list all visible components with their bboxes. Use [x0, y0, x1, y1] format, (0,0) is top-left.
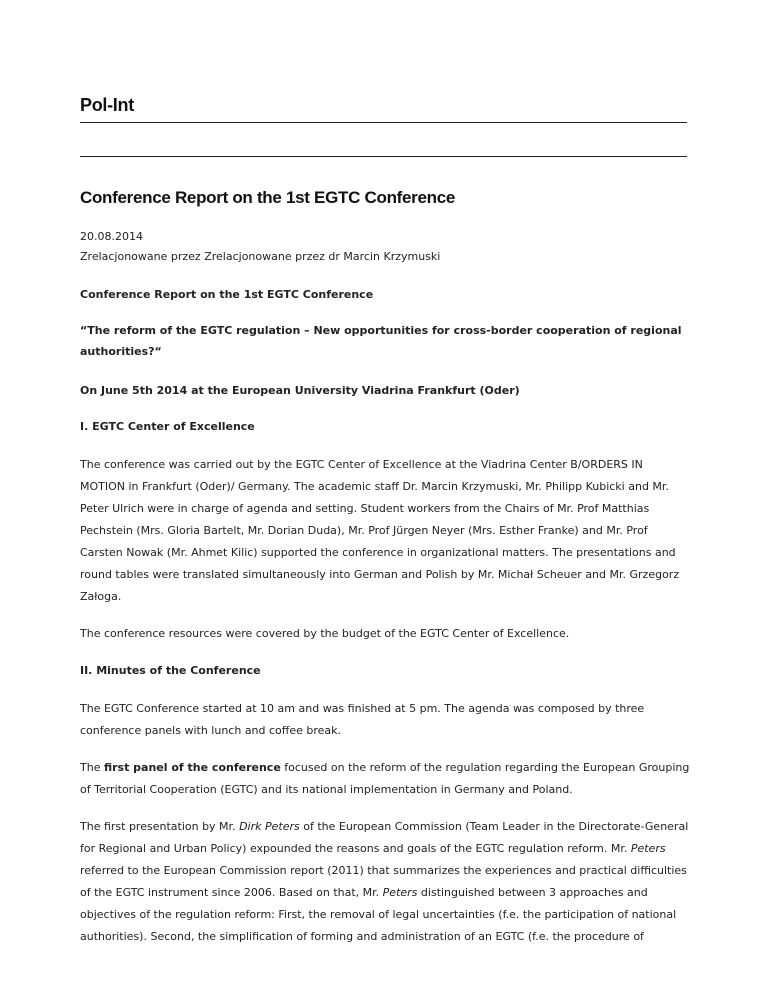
article-body	[80, 284, 690, 963]
presentation-text-c: referred to the European Commission report (2011) that summarizes the experiences and practical difficulties of the EGTC instrument since 2006. Based on that, Mr.	[80, 864, 687, 899]
article-title: Conference Report on the 1st EGTC Conference	[80, 188, 456, 207]
paragraph-resources: The conference resources were covered by the budget of the EGTC Center of Excellence.	[80, 627, 570, 640]
article-date: 20.08.2014	[80, 230, 143, 243]
paragraph-first-panel	[80, 757, 690, 801]
section-heading-minutes: II. Minutes of the Conference	[80, 664, 261, 677]
body-heading-venue: On June 5th 2014 at the European University Viadrina Frankfurt (Oder)	[80, 384, 520, 397]
speaker-name: Dirk Peters	[239, 820, 300, 833]
article-author: Zrelacjonowane przez Zrelacjonowane przez dr Marcin Krzymuski	[80, 250, 441, 263]
paragraph-schedule: The EGTC Conference started at 10 am and was finished at 5 pm. The agenda was composed by three conference panels with lunch and coffee break.	[80, 702, 645, 737]
paragraph-center-description: The conference was carried out by the EGTC Center of Excellence at the Viadrina Center B/ORDERS IN MOTION in Frankfurt (Oder)/ Germany. The academic staff Dr. Marcin Krzymuski, Mr. Philipp Kubicki and Mr. Peter Ulrich were in charge of agenda and setting. Student workers from the Chairs of Mr. Prof Matthias Pechstein (Mrs. Gloria Bartelt, Mr. Dorian Duda), Mr. Prof Jürgen Neyer (Mrs. Esther Franke) and Mr. Prof Carsten Nowak (Mr. Ahmet Kilic) supported the conference in organizational matters. The presentations and round tables were translated simultaneously into German and Polish by Mr. Michał Scheuer and Mr. Grzegorz Załoga.	[80, 458, 680, 603]
section-heading-center: I. EGTC Center of Excellence	[80, 420, 255, 433]
header-divider	[80, 122, 687, 123]
speaker-name: Peters	[382, 886, 418, 899]
body-heading-title: Conference Report on the 1st EGTC Conference	[80, 288, 374, 301]
speaker-name: Peters	[630, 842, 666, 855]
first-panel-pre: The	[80, 761, 104, 774]
first-panel-emphasis: first panel of the conference	[103, 761, 281, 774]
paragraph-first-presentation	[80, 816, 690, 948]
site-title[interactable]: Pol-Int	[80, 95, 134, 115]
nav-divider	[80, 156, 687, 157]
presentation-text-b: of the European Commission (Team Leader in the Directorate-General for Regional and Urban Policy) expounded the reasons and goals of the EGTC regulation reform. Mr.	[80, 820, 689, 855]
body-heading-subtitle: “The reform of the EGTC regulation – New opportunities for cross-border cooperation of regional authorities?“	[80, 324, 682, 358]
first-panel-post: focused on the reform of the regulation regarding the European Grouping of Territorial Cooperation (EGTC) and its national implementation in Germany and Poland.	[80, 761, 690, 796]
presentation-text-d: distinguished between 3 approaches and objectives of the regulation reform: First, the removal of legal uncertainties (f.e. the participation of national authorities). Second, the simplification of forming and administration of an EGTC (f.e. the procedure of	[80, 886, 677, 943]
presentation-text-a: The first presentation by Mr.	[80, 820, 240, 833]
